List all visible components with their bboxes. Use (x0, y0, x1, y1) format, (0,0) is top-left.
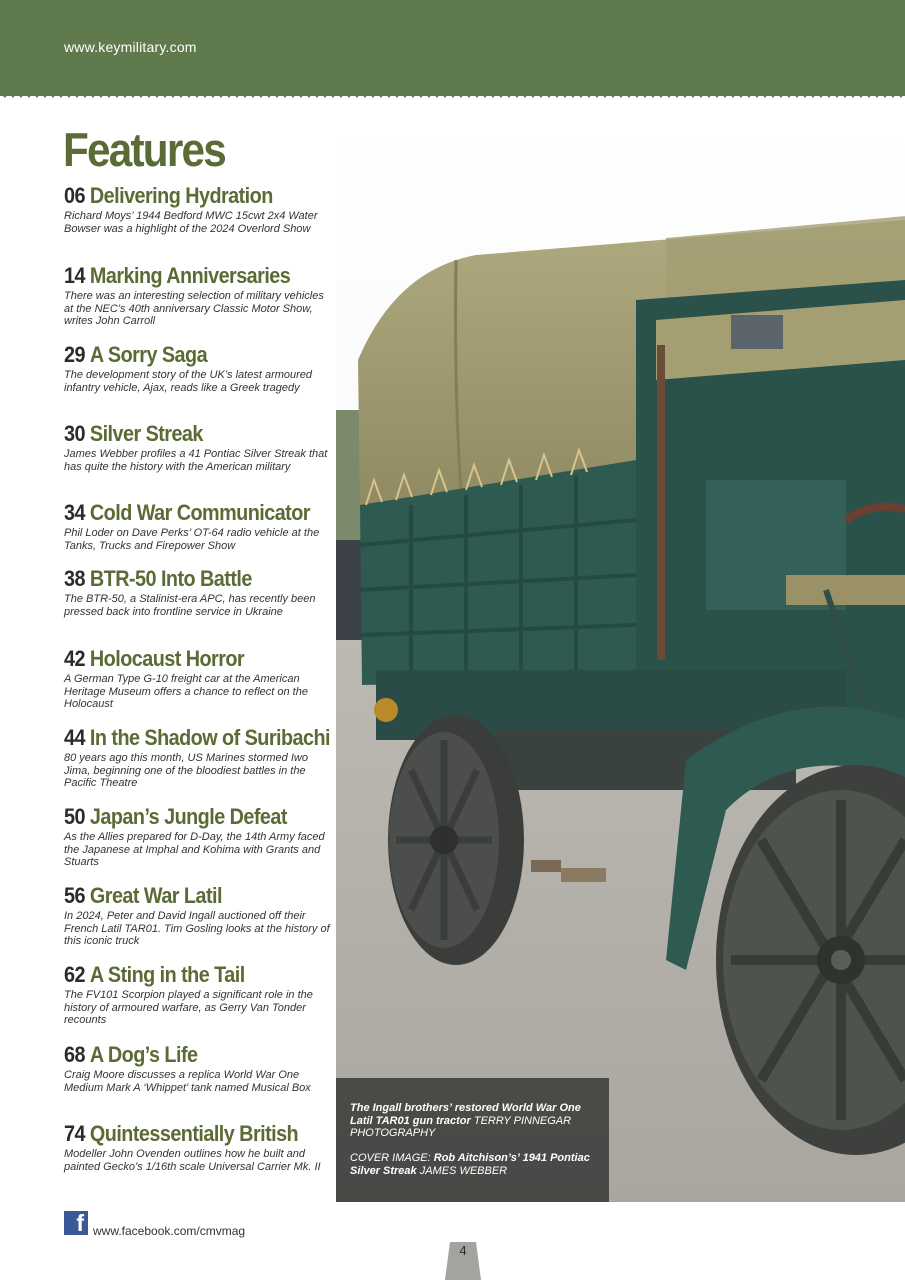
article-page-number: 74 (64, 1121, 85, 1146)
article-title: A Dog’s Life (89, 1042, 198, 1067)
article-item[interactable] (64, 184, 332, 235)
site-url[interactable]: www.keymilitary.com (64, 39, 197, 55)
article-page-number: 42 (64, 646, 85, 671)
article-description: The BTR-50, a Stalinist-era APC, has recently been pressed back into frontline service in Ukraine (64, 593, 316, 618)
article-description: In 2024, Peter and David Ingall auctioned off their French Latil TAR01. Tim Gosling looks at the history of this iconic truck (64, 910, 330, 947)
article-description: There was an interesting selection of military vehicles at the NEC’s 40th anniversary Classic Motor Show, writes John Carroll (64, 290, 324, 327)
caption-credit: TERRY PINNEGAR PHOTOGRAPHY (350, 1114, 572, 1139)
header-zigzag-edge (0, 88, 905, 104)
article-description: Phil Loder on Dave Perks’ OT-64 radio vehicle at the Tanks, Trucks and Firepower Show (64, 527, 320, 552)
article-item[interactable] (64, 647, 332, 711)
article-page-number: 68 (64, 1042, 85, 1067)
article-page-number: 34 (64, 500, 85, 525)
facebook-url[interactable]: www.facebook.com/cmvmag (93, 1224, 246, 1238)
article-title: A Sting in the Tail (89, 962, 245, 987)
article-item[interactable] (64, 1043, 332, 1094)
article-title: Delivering Hydration (89, 183, 273, 208)
article-item[interactable] (64, 422, 332, 473)
article-page-number: 30 (64, 421, 85, 446)
article-page-number: 62 (64, 962, 85, 987)
cover-image-text: Rob Aitchison’s’ 1941 Pontiac Silver Streak (350, 1152, 590, 1177)
article-item[interactable] (64, 264, 332, 328)
article-title: BTR-50 Into Battle (89, 566, 252, 591)
article-item[interactable] (64, 963, 332, 1027)
article-title: Quintessentially British (89, 1121, 299, 1146)
article-title: Holocaust Horror (89, 646, 245, 671)
article-item[interactable] (64, 343, 332, 394)
article-title: In the Shadow of Suribachi (89, 725, 330, 750)
caption-text: The Ingall brothers’ restored World War One Latil TAR01 gun tractor (350, 1102, 581, 1127)
article-item[interactable] (64, 884, 332, 948)
article-title: Great War Latil (89, 883, 222, 908)
article-description: Richard Moys’ 1944 Bedford MWC 15cwt 2x4 Water Bowser was a highlight of the 2024 Overlord Show (64, 210, 318, 235)
article-page-number: 44 (64, 725, 85, 750)
article-description: Modeller John Ovenden outlines how he built and painted Gecko’s 1/16th scale Universal Carrier Mk. II (64, 1148, 321, 1173)
article-item[interactable] (64, 805, 332, 869)
article-page-number: 14 (64, 263, 85, 288)
photo-caption (336, 1078, 609, 1202)
header-band (0, 0, 905, 96)
article-page-number: 38 (64, 566, 85, 591)
article-page-number: 29 (64, 342, 85, 367)
article-description: 80 years ago this month, US Marines stormed Iwo Jima, beginning one of the bloodiest battles in the Pacific Theatre (64, 752, 308, 789)
article-title: Cold War Communicator (89, 500, 310, 525)
article-description: As the Allies prepared for D-Day, the 14th Army faced the Japanese at Imphal and Kohima with Grants and Stuarts (64, 831, 325, 868)
facebook-icon[interactable]: f (64, 1211, 88, 1235)
article-description: James Webber profiles a 41 Pontiac Silver Streak that has quite the history with the American military (64, 448, 328, 473)
article-description: The FV101 Scorpion played a significant role in the history of armoured warfare, as Gerry Van Tonder recounts (64, 989, 313, 1026)
article-item[interactable] (64, 567, 332, 618)
article-description: Craig Moore discusses a replica World War One Medium Mark A ‘Whippet’ tank named Musical Box (64, 1069, 311, 1094)
article-item[interactable] (64, 1122, 332, 1173)
article-item[interactable] (64, 726, 332, 790)
article-title: Silver Streak (89, 421, 203, 446)
section-title: Features (63, 123, 225, 176)
feature-photo-latil-truck (336, 120, 905, 1202)
cover-image-credit: JAMES WEBBER (419, 1164, 508, 1177)
article-item[interactable] (64, 501, 332, 552)
cover-image-label: COVER IMAGE: (350, 1152, 431, 1164)
article-page-number: 50 (64, 804, 85, 829)
article-title: Marking Anniversaries (89, 263, 291, 288)
article-page-number: 06 (64, 183, 85, 208)
page-number: 4 (459, 1243, 467, 1258)
article-title: Japan’s Jungle Defeat (89, 804, 287, 829)
article-description: The development story of the UK’s latest armoured infantry vehicle, Ajax, reads like a Greek tragedy (64, 369, 313, 394)
article-page-number: 56 (64, 883, 85, 908)
article-title: A Sorry Saga (89, 342, 208, 367)
article-description: A German Type G-10 freight car at the American Heritage Museum offers a chance to reflect on the Holocaust (64, 673, 308, 710)
